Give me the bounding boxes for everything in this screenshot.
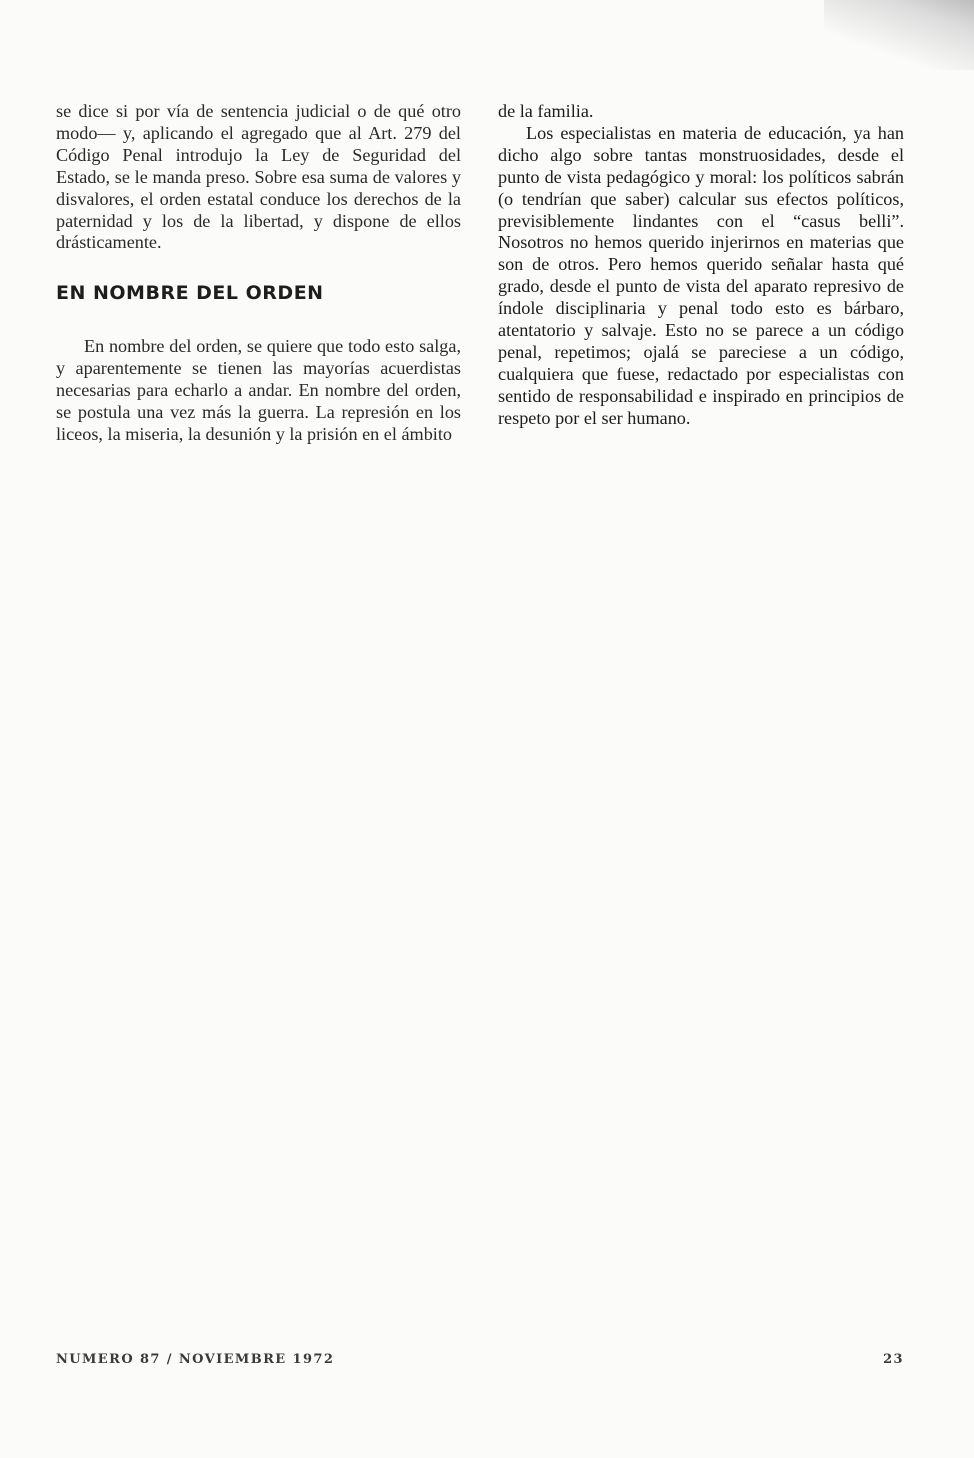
issue-label: NUMERO 87 / NOVIEMBRE 1972 <box>56 1352 335 1367</box>
scan-corner-shadow <box>824 0 974 70</box>
page-footer <box>56 1352 904 1376</box>
right-paragraph-1: de la familia. <box>498 101 594 121</box>
section-heading: EN NOMBRE DEL ORDEN <box>56 282 324 305</box>
page-number: 23 <box>883 1352 904 1367</box>
left-paragraph-1: se dice si por vía de sentencia judicial o de qué otro modo— y, aplicando el agregado que al Art. 279 del Código Penal introdujo la Ley de Seguridad del Estado, se le manda preso. Sobre esa suma de valores y disvalores, el orden estatal conduce los derechos de la paternidad y los de la libertad, y dispone de ellos drásticamente. <box>56 101 461 253</box>
right-column <box>498 101 904 430</box>
left-paragraph-2: En nombre del orden, se quiere que todo esto salga, y aparentemente se tienen las mayorías acuerdistas necesarias para echarlo a andar. En nombre del orden, se postula una vez más la guerra. La represión en los liceos, la miseria, la desunión y la prisión en el ámbito <box>56 336 461 444</box>
right-paragraph-2: Los especialistas en materia de educación, ya han dicho algo sobre tantas monstruosidades, desde el punto de vista pedagógico y moral: los políticos sabrán (o tendrían que saber) calcular sus efectos políticos, previsiblemente lindantes con el “casus belli”. Nosotros no hemos querido injerirnos en materias que son de otros. Pero hemos querido señalar hasta qué grado, desde el punto de vista del aparato represivo de índole disciplinaria y penal todo esto es bárbaro, atentatorio y salvaje. Esto no se parece a un código penal, repetimos; ojalá se pareciese a un código, cualquiera que fuese, redactado por especialistas con sentido de responsabilidad e inspirado en principios de respeto por el ser humano. <box>498 122 904 428</box>
left-column <box>56 101 461 446</box>
